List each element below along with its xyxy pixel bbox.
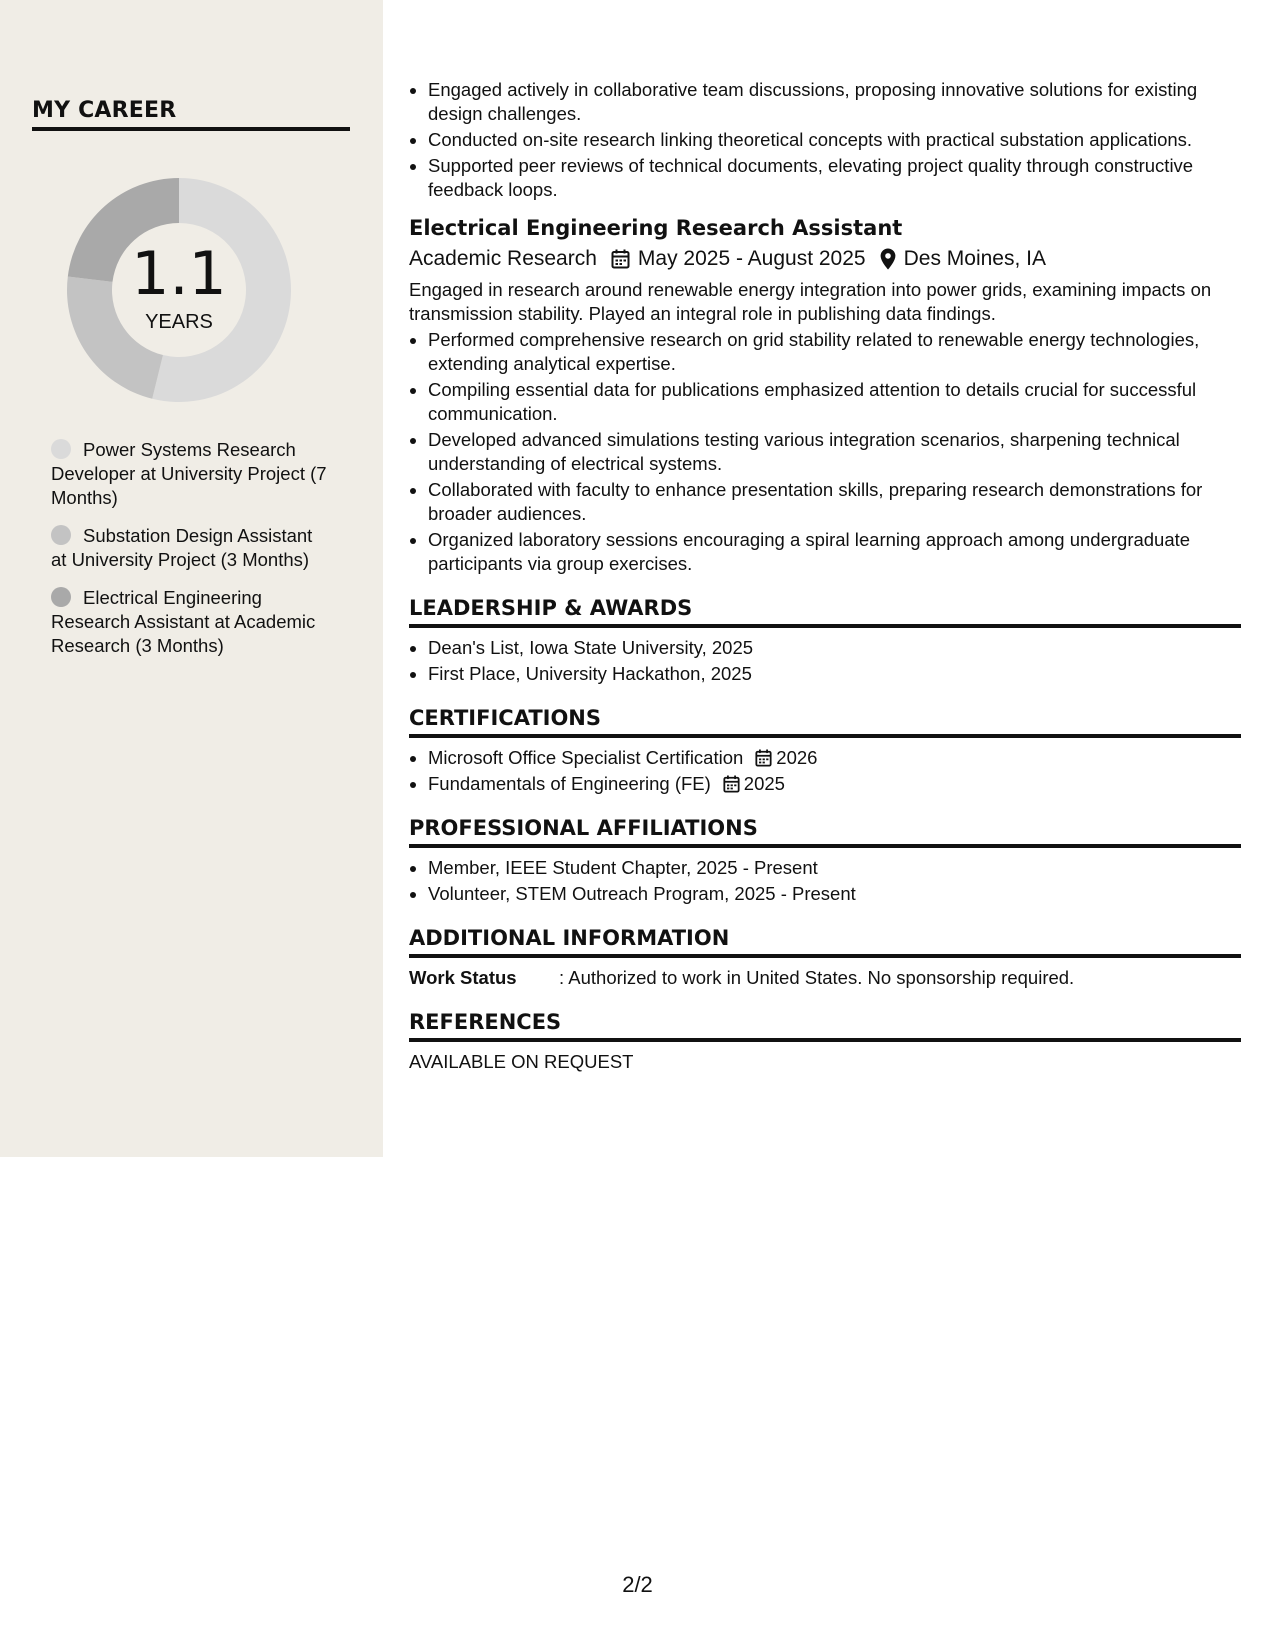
leadership-list (409, 636, 1241, 686)
section-title-references: REFERENCES (409, 1010, 1241, 1042)
career-legend-item (51, 586, 331, 658)
list-item (428, 772, 1241, 796)
section-title-leadership: LEADERSHIP & AWARDS (409, 596, 1241, 628)
job-description: Engaged in research around renewable energy integration into power grids, examining impacts on transmission stability. Played an integral role in publishing data findings. (409, 279, 1212, 324)
career-legend-label: Power Systems Research Developer at University Project (7 Months) (51, 439, 327, 508)
list-item: • Engaged actively in collaborative team discussions, proposing innovative solutions for existing design challenges. (428, 78, 1241, 126)
legend-dot-icon (51, 439, 71, 459)
legend-dot-icon (51, 525, 71, 545)
page-number: 2/2 (622, 1572, 653, 1597)
list-item: • Conducted on-site research linking theoretical concepts with practical substation applications. (428, 128, 1241, 152)
career-total-unit: YEARS (145, 311, 213, 333)
job-dates: May 2025 - August 2025 (637, 247, 866, 270)
work-status-row (409, 966, 1241, 990)
list-item: • Compiling essential data for publications emphasized attention to details crucial for successful communication. (428, 378, 1241, 426)
job-bullets (409, 328, 1241, 576)
job-location: Des Moines, IA (903, 247, 1046, 270)
certifications-list (409, 746, 1241, 796)
work-status-value: : Authorized to work in United States. No sponsorship required. (559, 967, 1075, 988)
career-legend-label: Electrical Engineering Research Assistant at Academic Research (3 Months) (51, 587, 316, 656)
career-heading: MY CAREER (32, 98, 350, 131)
certification-year: 2025 (743, 773, 785, 794)
career-legend-item (51, 524, 331, 572)
legend-dot-icon (51, 587, 71, 607)
list-item: • First Place, University Hackathon, 2025 (428, 662, 1241, 686)
main-content (409, 78, 1241, 1074)
list-item: • Developed advanced simulations testing various integration scenarios, sharpening technical understanding of electrical systems. (428, 428, 1241, 476)
list-item: • Collaborated with faculty to enhance presentation skills, preparing research demonstrations for broader audiences. (428, 478, 1241, 526)
career-legend-label: Substation Design Assistant at University Project (3 Months) (51, 525, 313, 570)
list-item: • Dean's List, Iowa State University, 2025 (428, 636, 1241, 660)
career-legend (51, 438, 331, 672)
certification-name: • Microsoft Office Specialist Certification (428, 747, 744, 768)
list-item: • Supported peer reviews of technical documents, elevating project quality through constructive feedback loops. (428, 154, 1241, 202)
list-item: • Member, IEEE Student Chapter, 2025 - Present (428, 856, 1241, 880)
calendar-icon (611, 249, 630, 269)
career-legend-item (51, 438, 331, 510)
job-title: Electrical Engineering Research Assistant (409, 216, 903, 240)
location-pin-icon (880, 248, 896, 270)
affiliations-list (409, 856, 1241, 906)
list-item (428, 746, 1241, 770)
references-text: AVAILABLE ON REQUEST (409, 1051, 634, 1072)
work-status-label: Work Status (409, 967, 517, 988)
certification-year: 2026 (776, 747, 818, 768)
calendar-icon (723, 775, 740, 793)
career-total-years: 1.1 (131, 239, 227, 309)
certification-name: • Fundamentals of Engineering (FE) (428, 773, 711, 794)
job-meta (409, 244, 1241, 274)
list-item: • Volunteer, STEM Outreach Program, 2025 - Present (428, 882, 1241, 906)
previous-job-bullets (409, 78, 1241, 202)
list-item: • Organized laboratory sessions encouraging a spiral learning approach among undergraduate participants via group exercises. (428, 528, 1241, 576)
section-title-additional-information: ADDITIONAL INFORMATION (409, 926, 1241, 958)
section-title-certifications: CERTIFICATIONS (409, 706, 1241, 738)
sidebar (0, 0, 383, 1157)
list-item: • Performed comprehensive research on grid stability related to renewable energy technologies, extending analytical expertise. (428, 328, 1241, 376)
section-title-affiliations: PROFESSIONAL AFFILIATIONS (409, 816, 1241, 848)
calendar-icon (755, 749, 772, 767)
job-organization: Academic Research (409, 247, 597, 270)
